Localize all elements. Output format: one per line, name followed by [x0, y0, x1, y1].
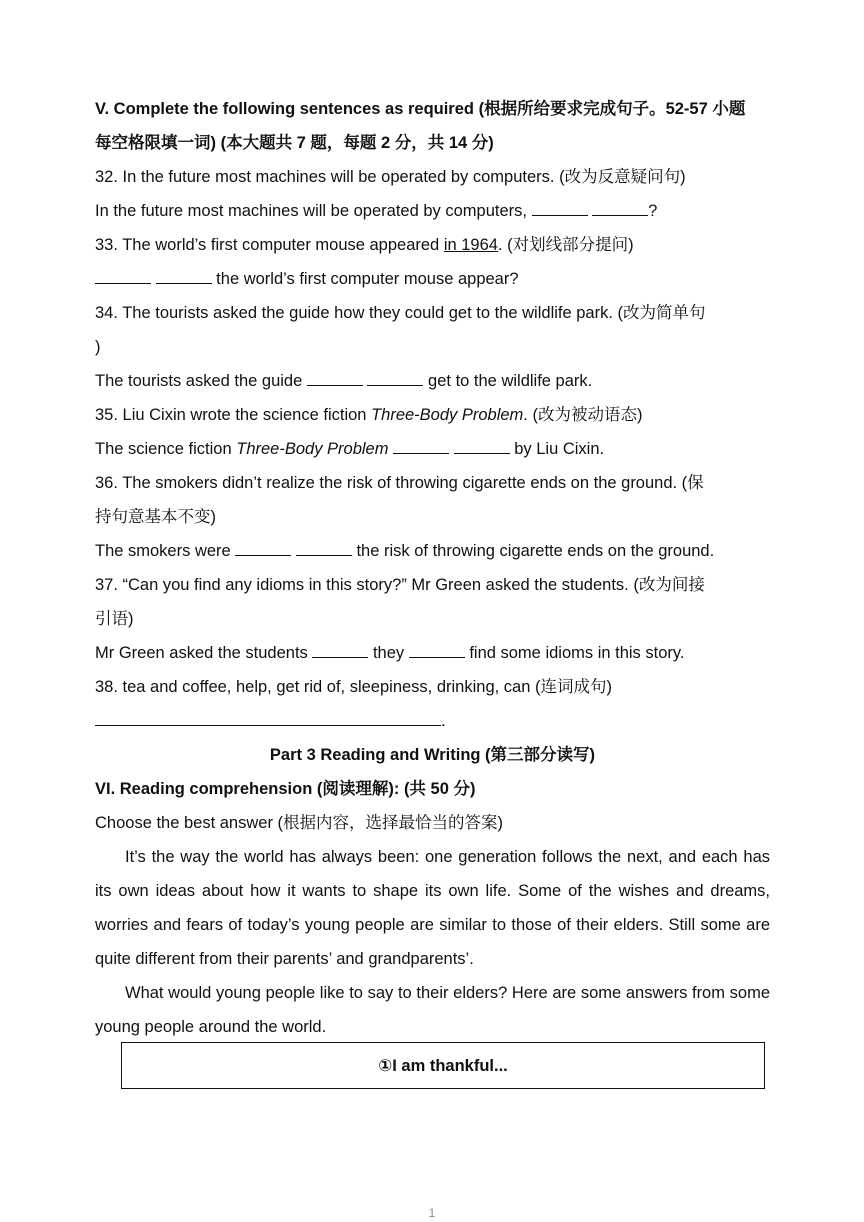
q36-blank-2[interactable]: [296, 541, 352, 556]
q32-blank-2[interactable]: [592, 201, 648, 216]
q34-answer-before: The tourists asked the guide: [95, 372, 307, 390]
section-v-title-line1: V. Complete the following sentences as required (根据所给要求完成句子。52-57 小题: [95, 100, 746, 118]
q37-blank-1[interactable]: [312, 643, 368, 658]
q33-answer-after: the world’s first computer mouse appear?: [211, 270, 519, 288]
q38-answer-line: [95, 704, 770, 738]
q36-prompt-line1: 36. The smokers didn’t realize the risk of throwing cigarette ends on the ground. (保: [95, 474, 704, 492]
q36-answer-after: the risk of throwing cigarette ends on the ground.: [351, 542, 715, 560]
q35-blank-1[interactable]: [393, 439, 449, 454]
q34-answer-after: get to the wildlife park.: [423, 372, 593, 390]
q37-prompt-line2: 引语): [95, 610, 134, 628]
q37-answer-line: [95, 636, 770, 670]
q33-blank-2[interactable]: [156, 269, 212, 284]
q35-book-title: Three-Body Problem: [371, 406, 524, 424]
q36-answer-before: The smokers were: [95, 542, 236, 560]
q37-answer-before: Mr Green asked the students: [95, 644, 313, 662]
q37-answer-after: find some idioms in this story.: [464, 644, 685, 662]
q33-prompt-after: . (对划线部分提问): [497, 236, 634, 254]
q35-prompt: [95, 398, 770, 432]
q35-answer-after: by Liu Cixin.: [509, 440, 605, 458]
q33-prompt-before: 33. The world’s first computer mouse appeared: [95, 236, 444, 254]
q35-prompt-after: . (改为被动语态): [523, 406, 643, 424]
q33-blank-1[interactable]: [95, 269, 151, 284]
q37-blank-2[interactable]: [409, 643, 465, 658]
q32-answer-after: ?: [648, 202, 658, 220]
page-content: [95, 92, 770, 1044]
q38-blank[interactable]: [95, 711, 441, 726]
page-number: 1: [428, 1206, 436, 1220]
part3-title: Part 3 Reading and Writing (第三部分读写): [269, 746, 596, 764]
q35-answer-before: The science fiction: [95, 440, 237, 458]
q36-answer-line: [95, 534, 770, 568]
section-vi-title: VI. Reading comprehension (阅读理解): (共 50 分): [95, 780, 476, 798]
q38-prompt: 38. tea and coffee, help, get rid of, sleepiness, drinking, can (连词成句): [95, 678, 612, 696]
q35-prompt-before: 35. Liu Cixin wrote the science fiction: [95, 406, 372, 424]
q32-blank-1[interactable]: [532, 201, 588, 216]
reading-instruction: Choose the best answer (根据内容，选择最恰当的答案): [95, 814, 504, 832]
q33-underlined-phrase: in 1964: [443, 236, 498, 254]
passage-box-heading: [121, 1042, 765, 1089]
q32-prompt: 32. In the future most machines will be operated by computers. (改为反意疑问句): [95, 168, 686, 186]
q34-prompt-line1: 34. The tourists asked the guide how they could get to the wildlife park. (改为简单句: [95, 304, 706, 322]
q32-answer-line: [95, 194, 770, 228]
q35-answer-book-title: Three-Body Problem: [236, 440, 389, 458]
q35-blank-2[interactable]: [454, 439, 510, 454]
q33-prompt: [95, 228, 770, 262]
q35-answer-line: [95, 432, 770, 466]
q34-answer-line: [95, 364, 770, 398]
q33-answer-line: [95, 262, 770, 296]
q34-blank-1[interactable]: [307, 371, 363, 386]
passage-box-label: ①I am thankful...: [378, 1056, 508, 1075]
q34-blank-2[interactable]: [367, 371, 423, 386]
q36-blank-1[interactable]: [235, 541, 291, 556]
q37-answer-middle: they: [368, 644, 409, 662]
reading-paragraph-1: It’s the way the world has always been: one generation follows the next, and each has its own ideas about how it wants to shape its own life. Some of the wishes and dreams, worries and fears of today’s young people are similar to those of their elders. Still some are quite different from their parents’ and grandparents’.: [95, 848, 770, 968]
q36-prompt-line2: 持句意基本不变): [95, 508, 216, 526]
reading-paragraph-2: What would young people like to say to their elders? Here are some answers from some young people around the world.: [95, 984, 770, 1036]
q38-answer-after: .: [441, 712, 446, 730]
q37-prompt-line1: 37. “Can you find any idioms in this story?” Mr Green asked the students. (改为间接: [95, 576, 705, 594]
section-v-title-line2: 每空格限填一词) (本大题共 7 题，每题 2 分，共 14 分): [95, 134, 494, 152]
q32-answer-before: In the future most machines will be operated by computers,: [95, 202, 532, 220]
q34-prompt-line2: ): [95, 338, 101, 356]
